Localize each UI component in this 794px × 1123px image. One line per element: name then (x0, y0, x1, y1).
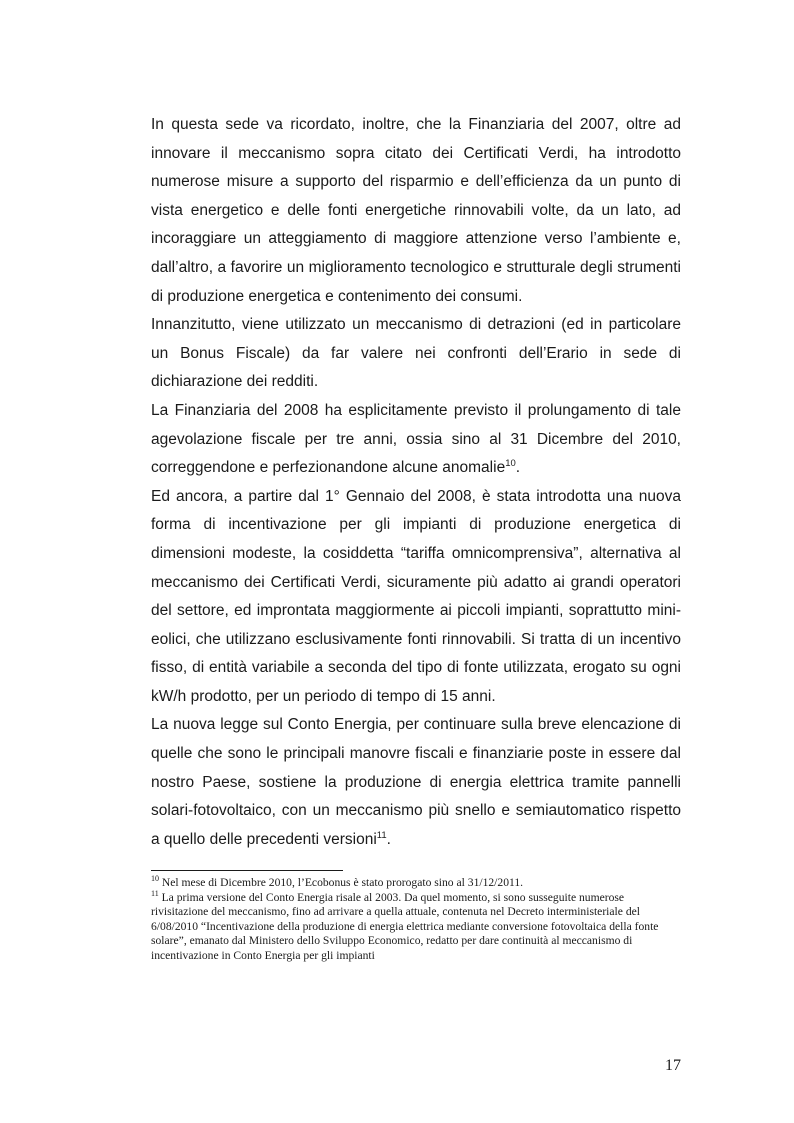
paragraph-finanziaria-2008 (151, 397, 681, 483)
paragraph-bonus-fiscale-text: Innanzitutto, viene utilizzato un meccanismo di detrazioni (ed in particolare un Bonus Fiscale) da far valere nei confronti dell’Erario in sede di dichiarazione dei redditi. (151, 316, 681, 391)
paragraph-conto-energia-text: La nuova legge sul Conto Energia, per continuare sulla breve elencazione di quelle che sono le principali manovre fiscali e finanziarie poste in essere dal nostro Paese, sostiene la produzione di energia elettrica tramite pannelli solari-fotovoltaico, con un meccanismo più snello e semiautomatico rispetto a quello delle precedenti versioni (151, 716, 681, 848)
paragraph-bonus-fiscale (151, 311, 681, 397)
paragraph-intro-text: In questa sede va ricordato, inoltre, che la Finanziaria del 2007, oltre ad innovare il meccanismo sopra citato dei Certificati Verdi, ha introdotto numerose misure a supporto del risparmio e dell’efficienza da un punto di vista energetico e delle fonti energetiche rinnovabili volte, da un lato, ad incoraggiare un atteggiamento di maggiore attenzione verso l’ambiente e, dall’altro, a favorire un miglioramento tecnologico e strutturale degli strumenti di produzione energetica e contenimento dei consumi. (151, 116, 681, 305)
footnote-ref-11[interactable]: 11 (376, 829, 387, 841)
paragraph-tariffa-omnicomprensiva-text: Ed ancora, a partire dal 1° Gennaio del 2008, è stata introdotta una nuova forma di incentivazione per gli impianti di produzione energetica di dimensioni modeste, la cosiddetta “tariffa omnicomprensiva”, alternativa al meccanismo dei Certificati Verdi, sicuramente più adatto ai grandi operatori del settore, ed improntata maggiormente ai piccoli impianti, soprattutto mini-eolici, che utilizzano esclusivamente fonti rinnovabili. Si tratta di un incentivo fisso, di entità variabile a seconda del tipo di fonte utilizzata, erogato su ogni kW/h prodotto, per un periodo di tempo di 15 anni. (151, 487, 681, 705)
footnote-11-number: 11 (151, 888, 159, 898)
paragraph-finanziaria-2008-end: . (515, 459, 521, 477)
paragraph-tariffa-omnicomprensiva (151, 483, 681, 712)
footnote-10-number: 10 (151, 874, 159, 884)
body-text (151, 111, 681, 854)
footnote-11 (151, 888, 681, 964)
footnote-ref-10[interactable]: 10 (505, 457, 516, 469)
paragraph-conto-energia (151, 711, 681, 854)
footnote-11-text: La prima versione del Conto Energia risale al 2003. Da quel momento, si sono susseguite numerose rivisitazione del meccanismo, fino ad arrivare a quella attuale, contenuta nel Decreto interministeriale del 6/08/2010 “Incentivazione della produzione di energia elettrica mediante conversione fotovoltaica della fonte solare”, emanato dal Ministero dello Sviluppo Economico, redatto per dare continuità al meccanismo di incentivazione in Conto Energia per gli impianti (151, 890, 659, 962)
footnote-10-text: Nel mese di Dicembre 2010, l’Ecobonus è stato prorogato sino al 31/12/2011. (159, 876, 524, 889)
page-number: 17 (665, 1057, 681, 1074)
paragraph-conto-energia-end: . (386, 830, 391, 848)
footnote-10 (151, 876, 681, 891)
footnotes (151, 876, 681, 964)
paragraph-intro (151, 111, 681, 311)
footnote-separator (151, 870, 343, 871)
paragraph-finanziaria-2008-text: La Finanziaria del 2008 ha esplicitamente previsto il prolungamento di tale agevolazione fiscale per tre anni, ossia sino al 31 Dicembre del 2010, correggendone e perfezionandone alcune anomalie (151, 401, 681, 477)
